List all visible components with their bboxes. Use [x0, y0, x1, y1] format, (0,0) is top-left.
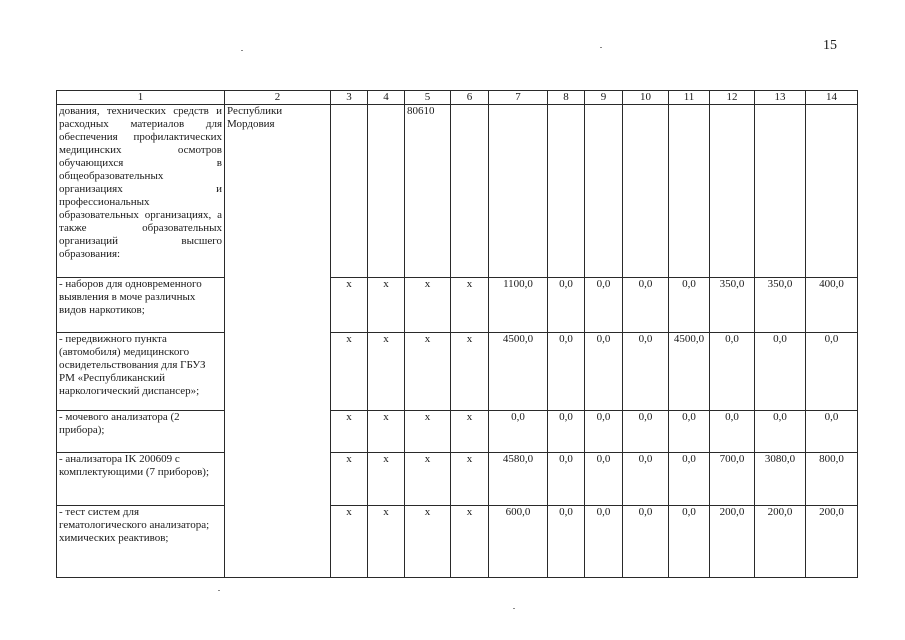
header-row: [57, 91, 858, 105]
cell-c9: 0,0: [585, 333, 623, 411]
cell-c8: 0,0: [548, 278, 585, 333]
column-header-2: 2: [225, 91, 331, 105]
row-description: - наборов для одновременного выявления в моче различных видов наркотиков;: [57, 278, 225, 333]
table-row: [57, 453, 858, 506]
row-description: - передвижного пункта (автомобиля) медицинского освидетельствования для ГБУЗ РМ «Республиканский наркологический диспансер»;: [57, 333, 225, 411]
cell-c4: х: [368, 411, 405, 453]
empty-cell: [623, 105, 669, 278]
cell-c10: 0,0: [623, 506, 669, 578]
column-header-12: 12: [710, 91, 755, 105]
cell-c8: 0,0: [548, 506, 585, 578]
empty-cell: [806, 105, 858, 278]
cell-c6: х: [451, 278, 489, 333]
cell-c4: х: [368, 453, 405, 506]
cell-c9: 0,0: [585, 453, 623, 506]
cell-c14: 0,0: [806, 411, 858, 453]
cell-c13: 350,0: [755, 278, 806, 333]
cell-c9: 0,0: [585, 411, 623, 453]
cell-c14: 800,0: [806, 453, 858, 506]
cell-c12: 700,0: [710, 453, 755, 506]
row-description: - мочевого анализатора (2 прибора);: [57, 411, 225, 453]
row-description: - анализатора IK 200609 с комплектующими (7 приборов);: [57, 453, 225, 506]
cell-c3: х: [331, 333, 368, 411]
cell-c6: х: [451, 333, 489, 411]
column-header-13: 13: [755, 91, 806, 105]
column-header-4: 4: [368, 91, 405, 105]
intro-row: [57, 105, 858, 278]
cell-c6: х: [451, 453, 489, 506]
page-number: 15: [823, 38, 837, 53]
cell-c5: х: [405, 453, 451, 506]
row-description: - тест систем для гематологического анализатора; химических реактивов;: [57, 506, 225, 578]
cell-c12: 0,0: [710, 333, 755, 411]
empty-cell: [710, 105, 755, 278]
cell-c11: 0,0: [669, 411, 710, 453]
cell-c12: 200,0: [710, 506, 755, 578]
column-header-1: 1: [57, 91, 225, 105]
cell-c9: 0,0: [585, 506, 623, 578]
table-row: [57, 411, 858, 453]
empty-cell: [451, 105, 489, 278]
empty-cell: [669, 105, 710, 278]
column-header-7: 7: [489, 91, 548, 105]
table-row: [57, 333, 858, 411]
cell-c5: х: [405, 411, 451, 453]
cell-c12: 0,0: [710, 411, 755, 453]
empty-cell: [489, 105, 548, 278]
column-header-14: 14: [806, 91, 858, 105]
cell-c6: х: [451, 506, 489, 578]
cell-c11: 0,0: [669, 278, 710, 333]
cell-c7: 1100,0: [489, 278, 548, 333]
cell-c11: 4500,0: [669, 333, 710, 411]
scan-speck: [241, 50, 243, 51]
cell-c3: х: [331, 506, 368, 578]
column-header-10: 10: [623, 91, 669, 105]
cell-c10: 0,0: [623, 333, 669, 411]
cell-c8: 0,0: [548, 333, 585, 411]
column-header-11: 11: [669, 91, 710, 105]
budget-table: [56, 90, 858, 578]
cell-c13: 200,0: [755, 506, 806, 578]
empty-cell: [331, 105, 368, 278]
cell-c7: 4580,0: [489, 453, 548, 506]
empty-cell: [585, 105, 623, 278]
column-header-6: 6: [451, 91, 489, 105]
intro-description: дования, технических средств и расходных материалов для обеспечения профилактических медицинских осмотров обучающихся в общеобразовательных организациях и профессиональных образовательных организациях, а также образовательных организаций высшего образования:: [57, 105, 225, 278]
cell-c8: 0,0: [548, 411, 585, 453]
cell-c7: 600,0: [489, 506, 548, 578]
cell-c12: 350,0: [710, 278, 755, 333]
scan-speck: [600, 47, 602, 48]
cell-c13: 3080,0: [755, 453, 806, 506]
cell-c3: х: [331, 278, 368, 333]
cell-c5: х: [405, 506, 451, 578]
scan-speck: [513, 608, 515, 609]
cell-c10: 0,0: [623, 453, 669, 506]
table-row: [57, 278, 858, 333]
region-cell: Республики Мордовия: [225, 105, 331, 578]
cell-c3: х: [331, 453, 368, 506]
scan-speck: [218, 590, 220, 591]
cell-c7: 0,0: [489, 411, 548, 453]
column-header-5: 5: [405, 91, 451, 105]
cell-c11: 0,0: [669, 506, 710, 578]
cell-c13: 0,0: [755, 411, 806, 453]
cell-c7: 4500,0: [489, 333, 548, 411]
column-header-3: 3: [331, 91, 368, 105]
cell-c11: 0,0: [669, 453, 710, 506]
cell-c4: х: [368, 333, 405, 411]
cell-c8: 0,0: [548, 453, 585, 506]
cell-c14: 200,0: [806, 506, 858, 578]
cell-c13: 0,0: [755, 333, 806, 411]
budget-code: 80610: [405, 105, 451, 278]
cell-c4: х: [368, 278, 405, 333]
table-row: [57, 506, 858, 578]
cell-c5: х: [405, 278, 451, 333]
empty-cell: [755, 105, 806, 278]
cell-c10: 0,0: [623, 411, 669, 453]
cell-c14: 400,0: [806, 278, 858, 333]
column-header-8: 8: [548, 91, 585, 105]
cell-c14: 0,0: [806, 333, 858, 411]
cell-c9: 0,0: [585, 278, 623, 333]
cell-c4: х: [368, 506, 405, 578]
column-header-9: 9: [585, 91, 623, 105]
empty-cell: [548, 105, 585, 278]
cell-c10: 0,0: [623, 278, 669, 333]
empty-cell: [368, 105, 405, 278]
cell-c3: х: [331, 411, 368, 453]
cell-c5: х: [405, 333, 451, 411]
cell-c6: х: [451, 411, 489, 453]
